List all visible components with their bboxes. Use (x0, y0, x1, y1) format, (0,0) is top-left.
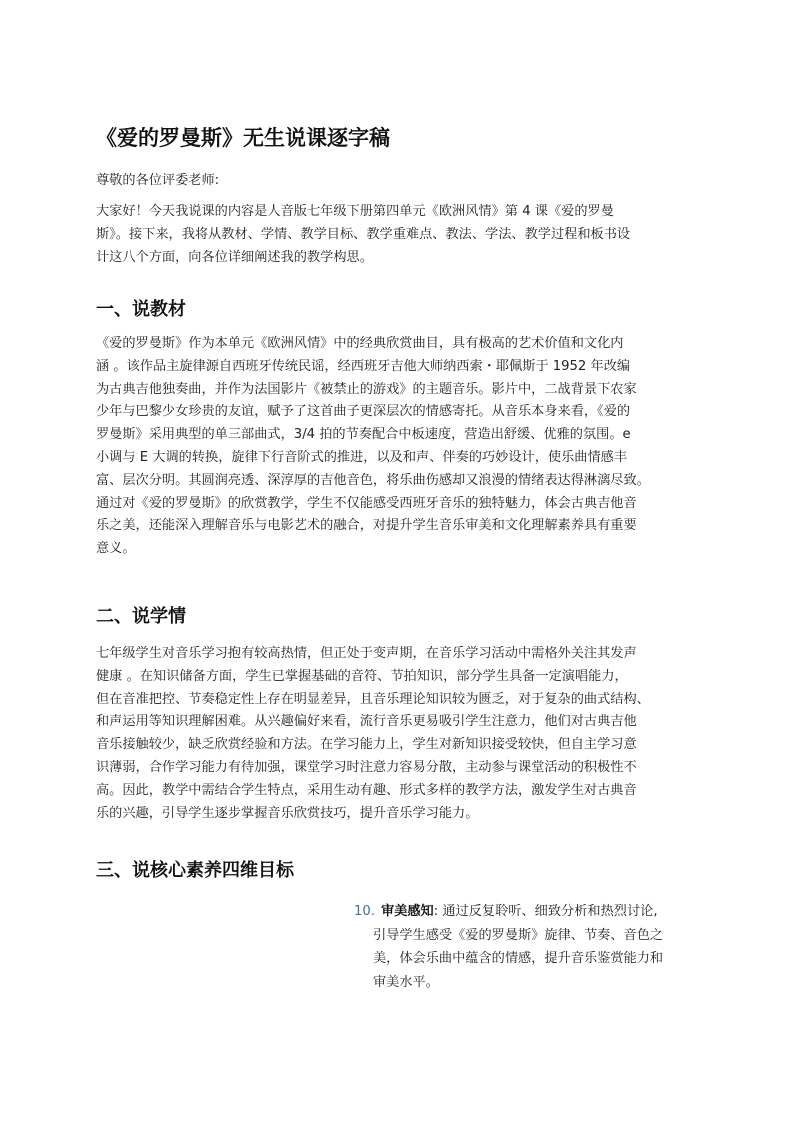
list-term: 审美感知 (380, 904, 434, 919)
students-line: 识薄弱，合作学习能力有待加强，课堂学习时注意力容易分散，主动参与课堂活动的积极性不 (96, 759, 637, 775)
intro-line: 斯》。接下来，我将从教材、学情、教学目标、教学重难点、教法、学法、教学过程和板书设 (96, 226, 631, 242)
section-heading-goals: 三、说核心素养四维目标 (96, 860, 294, 881)
textbook-line: 涵 。该作品主旋律源自西班牙传统民谣，经西班牙吉他大师纳西索・耶佩斯于 1952 年改编 (96, 358, 631, 374)
students-line: 七年级学生对音乐学习抱有较高热情，但正处于变声期，在音乐学习活动中需格外关注其发声 (96, 646, 637, 661)
section-heading-students: 二、说学情 (96, 606, 186, 627)
intro-line: 计这八个方面，向各位详细阐述我的教学构思。 (96, 249, 373, 265)
list-item-line: 引导学生感受《爱的罗曼斯》旋律、节奏、音色之 (373, 927, 664, 943)
students-line: 高。因此，教学中需结合学生特点，采用生动有趣、形式多样的教学方法，激发学生对古典音 (96, 782, 637, 798)
textbook-line: 为古典吉他独奏曲，并作为法国影片《被禁止的游戏》的主题音乐。影片中，二战背景下农家 (96, 381, 637, 397)
list-item-line: 审美水平。 (373, 974, 439, 990)
list-item-text: : 通过反复聆听、细致分析和热烈讨论, (433, 904, 658, 919)
textbook-line: 乐之美，还能深入理解音乐与电影艺术的融合，对提升学生音乐审美和文化理解素养具有重要 (96, 518, 637, 534)
list-item-aesthetic-perception (354, 900, 714, 994)
textbook-line: 少年与巴黎少女珍贵的友谊，赋予了这首曲子更深层次的情感寄托。从音乐本身来看，《爱的 (96, 404, 631, 420)
list-item-first-line (354, 900, 714, 924)
textbook-line: 小调与 E 大调的转换，旋律下行音阶式的推进，以及和声、伴奏的巧妙设计，使乐曲情感丰 (96, 449, 628, 465)
intro-line: 大家好！今天我说课的内容是人音版七年级下册第四单元《欧洲风情》第 4 课《爱的罗曼 (96, 204, 614, 219)
section-heading-textbook: 一、说教材 (96, 299, 186, 320)
textbook-line: 通过对《爱的罗曼斯》的欣赏教学，学生不仅能感受西班牙音乐的独特魅力，体会古典吉他音 (96, 495, 637, 511)
list-item-line: 美，体会乐曲中蕴含的情感，提升音乐鉴赏能力和 (373, 951, 664, 967)
greeting-paragraph (96, 170, 714, 193)
students-line: 健康 。在知识储备方面，学生已掌握基础的音符、节拍知识，部分学生具备一定演唱能力， (96, 668, 628, 684)
students-line: 但在音准把控、节奏稳定性上存在明显差异，且音乐理论知识较为匮乏，对于复杂的曲式结构、 (96, 691, 650, 707)
textbook-line: 罗曼斯》采用典型的单三部曲式，3/4 拍的节奏配合中板速度，营造出舒缓、优雅的氛围。e (96, 427, 631, 443)
students-paragraph (96, 643, 714, 825)
textbook-line: 意义。 (96, 541, 136, 557)
greeting-line: 尊敬的各位评委老师: (96, 173, 220, 188)
textbook-paragraph (96, 333, 714, 561)
students-line: 乐的兴趣，引导学生逐步掌握音乐欣赏技巧，提升音乐学习能力。 (96, 805, 479, 821)
students-line: 和声运用等知识理解困难。从兴趣偏好来看，流行音乐更易吸引学生注意力，他们对古典吉他 (96, 714, 637, 730)
list-number: 10. (354, 904, 375, 919)
textbook-line: 富、层次分明。其圆润亮透、深淳厚的吉他音色，将乐曲伤感却又浪漫的情绪表达得淋漓尽致。 (96, 472, 650, 488)
document-title: 《爱的罗曼斯》无生说课逐字稿 (96, 126, 390, 150)
students-line: 音乐接触较少，缺乏欣赏经验和方法。在学习能力上，学生对新知识接受较快，但自主学习意 (96, 737, 637, 753)
intro-paragraph (96, 201, 714, 269)
textbook-line: 《爱的罗曼斯》作为本单元《欧洲风情》中的经典欣赏曲目，具有极高的艺术价值和文化内 (96, 336, 624, 351)
